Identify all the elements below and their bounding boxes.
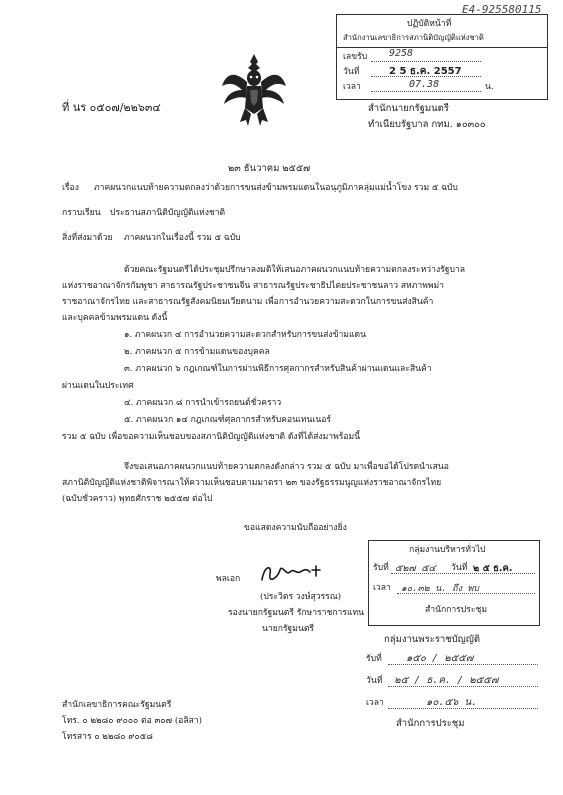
bills-date-value: ๒๕ / ธ.ค. / ๒๕๕๗	[394, 675, 499, 686]
receipt-no-value: 9258	[389, 48, 414, 59]
garuda-emblem-icon	[220, 52, 288, 128]
body-para1-line2: แห่งราชอาณาจักรกัมพูชา สาธารณรัฐประชาชนจีน สาธารณรัฐประชาธิปไตยประชาชนลาว สหภาพพม่า	[62, 281, 445, 291]
list-item: ๕. ภาคผนวก ๑๔ กฎเกณฑ์ศุลกากรสำหรับคอนเทนเนอร์	[124, 415, 332, 425]
body-para2-line1: จึงขอเสนอภาคผนวกแนบท้ายความตกลงดังกล่าว รวม ๕ ฉบับ มาเพื่อขอได้โปรดนำเสนอ	[124, 462, 449, 472]
enclosure-text: ภาคผนวกในเรื่องนี้ รวม ๕ ฉบับ	[124, 233, 241, 243]
bills-stamp	[366, 632, 546, 782]
general-admin-office: สำนักการประชุม	[425, 605, 487, 615]
body-para1-line3: ราชอาณาจักรไทย และสาธารณรัฐสังคมนิยมเวียดนาม เพื่อการอำนวยความสะดวกในการขนส่งสินค้า	[62, 297, 434, 307]
general-admin-no-value: ๕๒๗ ๕๔	[395, 563, 436, 574]
signatory-name: (ประวิตร วงษ์สุวรรณ)	[260, 592, 342, 602]
list-item: ๔. ภาคผนวก ๘ การนำเข้ารถยนต์ชั่วคราว	[124, 398, 282, 408]
list-item: ๒. ภาคผนวก ๕ การข้ามแดนของบุคคล	[124, 347, 270, 357]
sender-address: ทำเนียบรัฐบาล กทม. ๑๐๓๐๐	[368, 119, 486, 130]
bills-time-label: เวลา	[366, 698, 384, 708]
bills-office: สำนักการประชุม	[396, 718, 465, 729]
subject-text: ภาคผนวกแนบท้ายความตกลงว่าด้วยการขนส่งข้ามพรมแดนในอนุภูมิภาคลุ่มแม่น้ำโขง รวม ๕ ฉบับ	[94, 183, 458, 193]
receipt-date-value: 2 5 ธ.ค. 2557	[389, 66, 462, 77]
bills-no-label: รับที่	[366, 654, 382, 664]
signatory-title-line2: นายกรัฐมนตรี	[262, 624, 315, 634]
receipt-no-label: เลขรับ	[343, 52, 368, 62]
handwritten-reference: E4-925580115	[462, 3, 542, 16]
list-item-continuation: ผ่านแดนในประเทศ	[62, 381, 134, 391]
body-para1-line1: ด้วยคณะรัฐมนตรีได้ประชุมปรึกษาลงมติให้เสนอภาคผนวกแนบท้ายความตกลงระหว่างรัฐบาล	[124, 265, 466, 275]
signature-rank: พลเอก	[216, 574, 241, 584]
body-summary: รวม ๕ ฉบับ เพื่อขอความเห็นชอบของสภานิติบัญญัติแห่งชาติ ดังที่ได้ส่งมาพร้อมนี้	[62, 432, 361, 442]
general-admin-stamp	[368, 540, 540, 626]
body-para1-line4: และบุคคลข้ามพรมแดน ดังนี้	[62, 313, 168, 323]
receipt-time-value: 07.38	[409, 79, 440, 90]
receipt-time-label: เวลา	[343, 82, 361, 92]
enclosure-label: สิ่งที่ส่งมาด้วย	[62, 233, 113, 243]
body-para2-line3: (ฉบับชั่วคราว) พุทธศักราช ๒๕๕๗ ต่อไป	[62, 494, 213, 504]
general-admin-no-label: รับที่	[373, 563, 389, 573]
bills-time-value: ๑๐.๕๖ น.	[426, 697, 478, 708]
subject-label: เรื่อง	[62, 183, 79, 193]
bills-stamp-title: กลุ่มงานพระราชบัญญัติ	[384, 634, 481, 645]
bills-no-value: ๑๕๐ / ๒๕๕๗	[406, 653, 474, 664]
general-admin-time-value: ๑๐.๓๒ น. ถึง พบ	[401, 584, 480, 594]
closing-text: ขอแสดงความนับถืออย่างยิ่ง	[244, 523, 347, 533]
general-admin-date-label: วันที่	[451, 563, 468, 573]
footer-fax: โทรสาร ๐ ๒๒๘๐ ๙๐๕๘	[62, 732, 153, 742]
to-label: กราบเรียน	[62, 208, 101, 218]
receipt-stamp-org: สำนักงานเลขาธิการสภานิติบัญญัติแห่งชาติ	[343, 33, 484, 42]
receipt-stamp-title: ปฏิบัติหน้าที่	[407, 19, 452, 29]
document-reference-number: ที่ นร ๐๕๐๗/๒๒๖๓๔	[62, 101, 161, 114]
sender-office: สำนักนายกรัฐมนตรี	[368, 103, 449, 114]
footer-office: สำนักเลขาธิการคณะรัฐมนตรี	[62, 700, 172, 710]
general-admin-stamp-title: กลุ่มงานบริหารทั่วไป	[409, 545, 486, 555]
list-item: ๑. ภาคผนวก ๔ การอำนวยความสะดวกสำหรับการขนส่งข้ามแดน	[124, 330, 366, 340]
receipt-stamp	[336, 14, 548, 100]
handwritten-signature-icon	[258, 558, 328, 590]
body-para2-line2: สภานิติบัญญัติแห่งชาติพิจารณาให้ความเห็นชอบตามมาตรา ๒๓ ของรัฐธรรมนูญแห่งราชอาณาจักรไทย	[62, 478, 442, 488]
receipt-date-label: วันที่	[343, 67, 360, 77]
bills-date-label: วันที่	[366, 676, 383, 686]
general-admin-date-value: ๒ ๕ ธ.ค.	[473, 563, 513, 574]
document-date: ๒๓ ธันวาคม ๒๕๕๗	[228, 163, 311, 174]
footer-telephone: โทร. ๐ ๒๒๘๐ ๙๐๐๐ ต่อ ๓๐๗ (อลิสา)	[62, 716, 203, 726]
general-admin-time-label: เวลา	[373, 583, 391, 593]
receipt-time-unit: น.	[485, 82, 494, 92]
list-item: ๓. ภาคผนวก ๖ กฎเกณฑ์ในการผ่านพิธีการศุลกากรสำหรับสินค้าผ่านแดนและสินค้า	[124, 364, 432, 374]
to-text: ประธานสภานิติบัญญัติแห่งชาติ	[110, 208, 226, 218]
signatory-title-line1: รองนายกรัฐมนตรี รักษาราชการแทน	[228, 608, 365, 618]
